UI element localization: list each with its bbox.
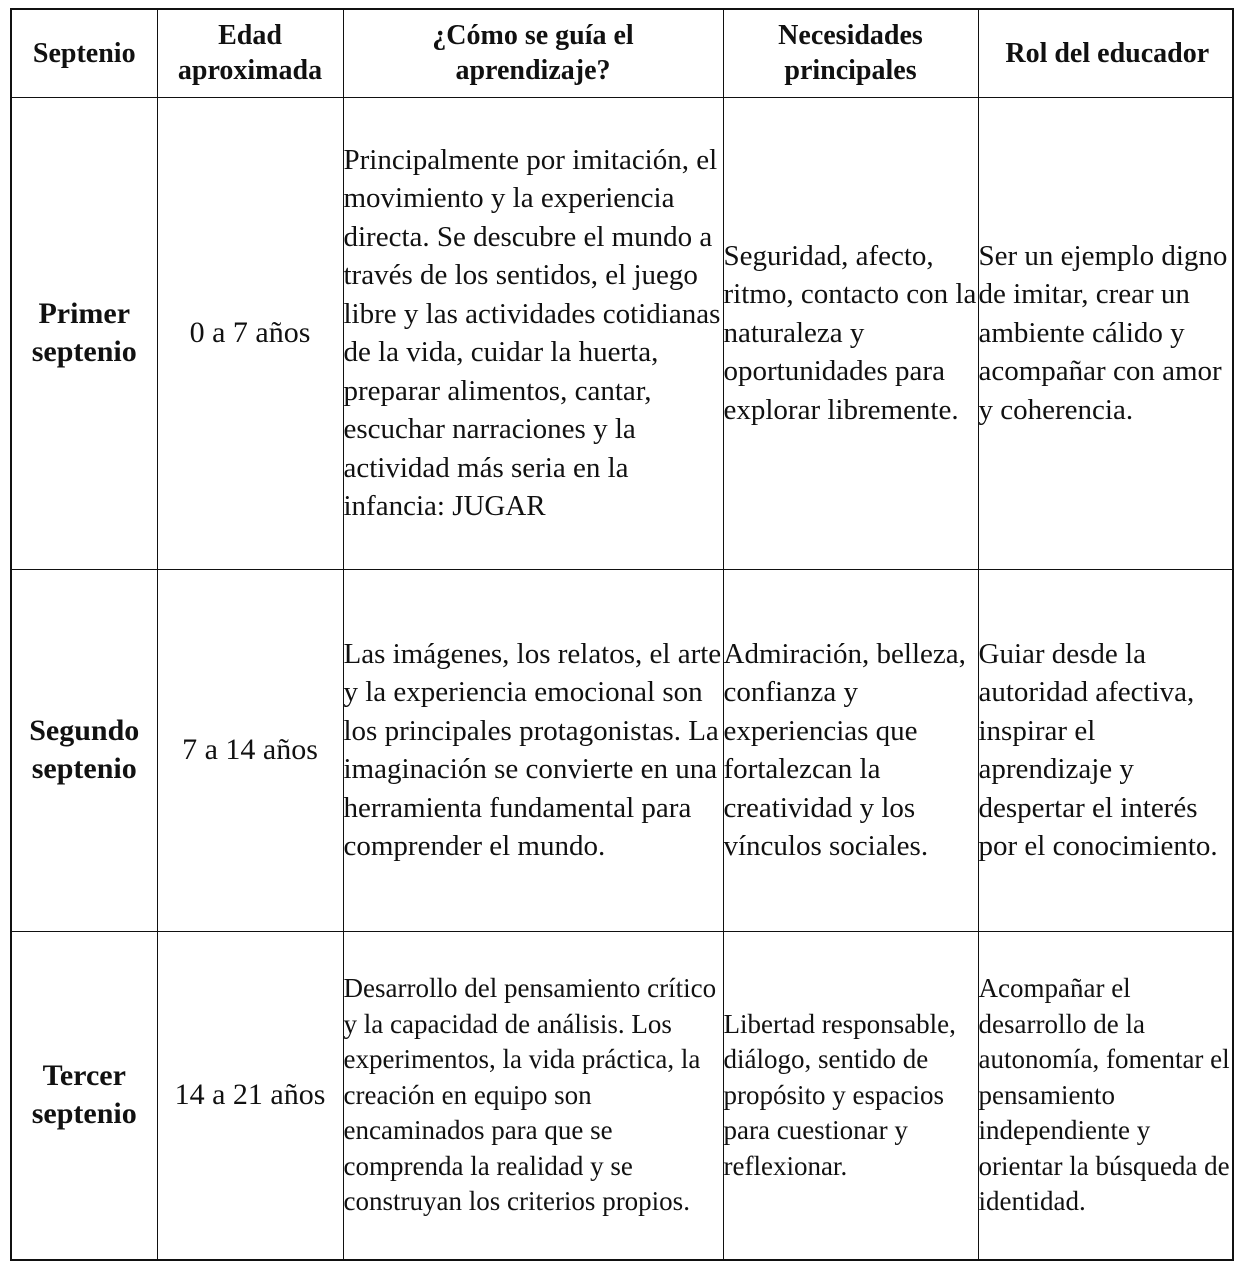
header-aprendizaje: ¿Cómo se guía el aprendizaje?	[343, 9, 723, 97]
septenio-cell: Primer septenio	[11, 97, 157, 569]
header-septenio: Septenio	[11, 9, 157, 97]
necesidades-cell: Libertad responsable, diálogo, sentido de propósito y espacios para cuestionar y reflexionar.	[723, 931, 978, 1260]
edad-cell: 14 a 21 años	[157, 931, 343, 1260]
septenio-cell: Segundo septenio	[11, 569, 157, 931]
aprendizaje-cell: Desarrollo del pensamiento crítico y la capacidad de análisis. Los experimentos, la vida práctica, la creación en equipo son encaminados para que se comprenda la realidad y se construyan los criterios propios.	[343, 931, 723, 1260]
aprendizaje-cell: Las imágenes, los relatos, el arte y la experiencia emocional son los principales protagonistas. La imaginación se convierte en una herramienta fundamental para comprender el mundo.	[343, 569, 723, 931]
table-row	[11, 569, 1233, 931]
edad-cell: 0 a 7 años	[157, 97, 343, 569]
header-row	[11, 9, 1233, 97]
septenio-cell: Tercer septenio	[11, 931, 157, 1260]
necesidades-cell: Admiración, belleza, confianza y experiencias que fortalezcan la creatividad y los vínculos sociales.	[723, 569, 978, 931]
header-rol: Rol del educador	[978, 9, 1233, 97]
rol-cell: Acompañar el desarrollo de la autonomía, fomentar el pensamiento independiente y orientar la búsqueda de identidad.	[978, 931, 1233, 1260]
header-edad: Edad aproximada	[157, 9, 343, 97]
table-row	[11, 931, 1233, 1260]
header-necesidades: Necesidades principales	[723, 9, 978, 97]
edad-cell: 7 a 14 años	[157, 569, 343, 931]
rol-cell: Guiar desde la autoridad afectiva, inspirar el aprendizaje y despertar el interés por el conocimiento.	[978, 569, 1233, 931]
aprendizaje-cell: Principalmente por imitación, el movimiento y la experiencia directa. Se descubre el mundo a través de los sentidos, el juego libre y las actividades cotidianas de la vida, cuidar la huerta, preparar alimentos, cantar, escuchar narraciones y la actividad más seria en la infancia: JUGAR	[343, 97, 723, 569]
rol-cell: Ser un ejemplo digno de imitar, crear un ambiente cálido y acompañar con amor y coherencia.	[978, 97, 1233, 569]
table-row	[11, 97, 1233, 569]
septenios-table	[10, 8, 1234, 1261]
necesidades-cell: Seguridad, afecto, ritmo, contacto con la naturaleza y oportunidades para explorar libremente.	[723, 97, 978, 569]
